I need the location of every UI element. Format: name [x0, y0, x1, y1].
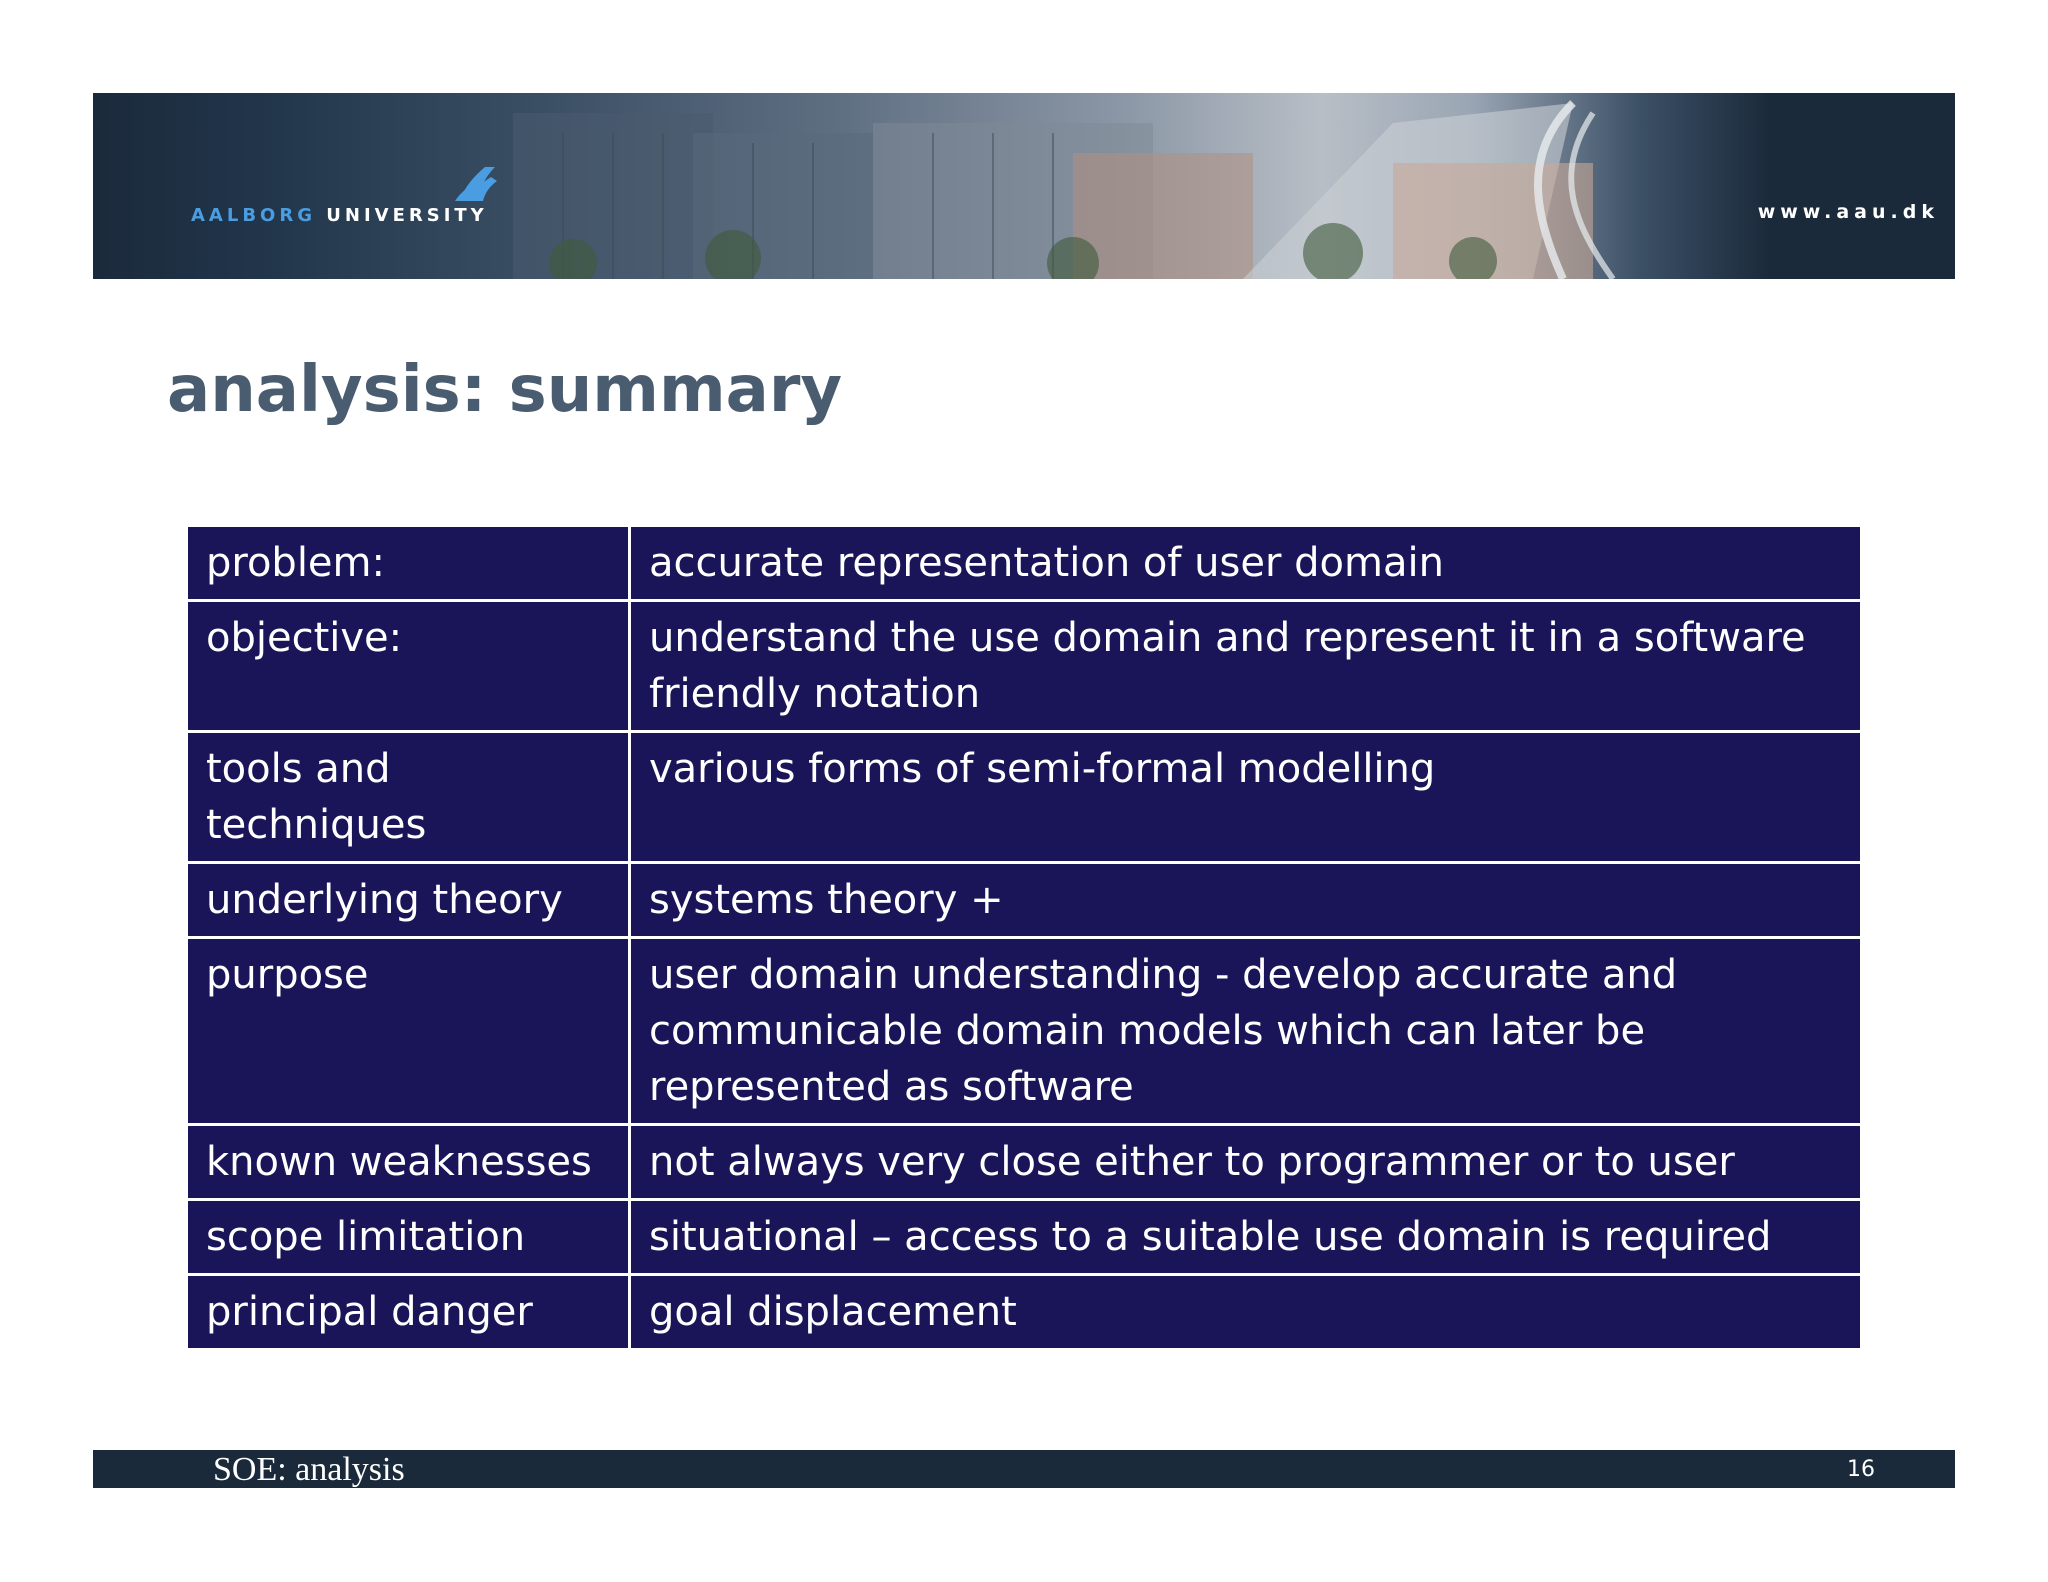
row-label: problem: [188, 527, 630, 601]
row-label: scope limitation [188, 1200, 630, 1275]
table-row [188, 601, 1860, 732]
row-label: purpose [188, 938, 630, 1125]
university-name-part2: UNIVERSITY [326, 205, 488, 226]
row-label: principal danger [188, 1275, 630, 1349]
row-label: objective: [188, 601, 630, 732]
slide-number: 16 [1847, 1457, 1875, 1482]
website-url: www.aau.dk [1757, 201, 1939, 223]
table-row [188, 1275, 1860, 1349]
university-logo-icon [455, 163, 499, 203]
page-title: analysis: summary [167, 353, 843, 427]
footer-text: SOE: analysis [213, 1451, 405, 1488]
university-name-part1: AALBORG [191, 205, 316, 226]
header-banner [93, 93, 1955, 279]
row-value: goal displacement [630, 1275, 1861, 1349]
row-value: not always very close either to programmer or to user [630, 1125, 1861, 1200]
row-value: understand the use domain and represent it in a software friendly notation [630, 601, 1861, 732]
campus-building-photo [93, 93, 1955, 279]
summary-table [188, 527, 1860, 1348]
row-label: known weaknesses [188, 1125, 630, 1200]
row-value: systems theory + [630, 863, 1861, 938]
row-value: situational – access to a suitable use domain is required [630, 1200, 1861, 1275]
row-value: accurate representation of user domain [630, 527, 1861, 601]
row-value: user domain understanding - develop accurate and communicable domain models which can later be represented as software [630, 938, 1861, 1125]
row-label: tools and techniques [188, 732, 630, 863]
university-name [191, 205, 488, 226]
row-value: various forms of semi-formal modelling [630, 732, 1861, 863]
table-row [188, 732, 1860, 863]
table-row [188, 1125, 1860, 1200]
summary-table-body [188, 527, 1860, 1348]
table-row [188, 863, 1860, 938]
footer-bar [93, 1450, 1955, 1488]
table-row [188, 938, 1860, 1125]
table-row [188, 1200, 1860, 1275]
row-label: underlying theory [188, 863, 630, 938]
table-row [188, 527, 1860, 601]
